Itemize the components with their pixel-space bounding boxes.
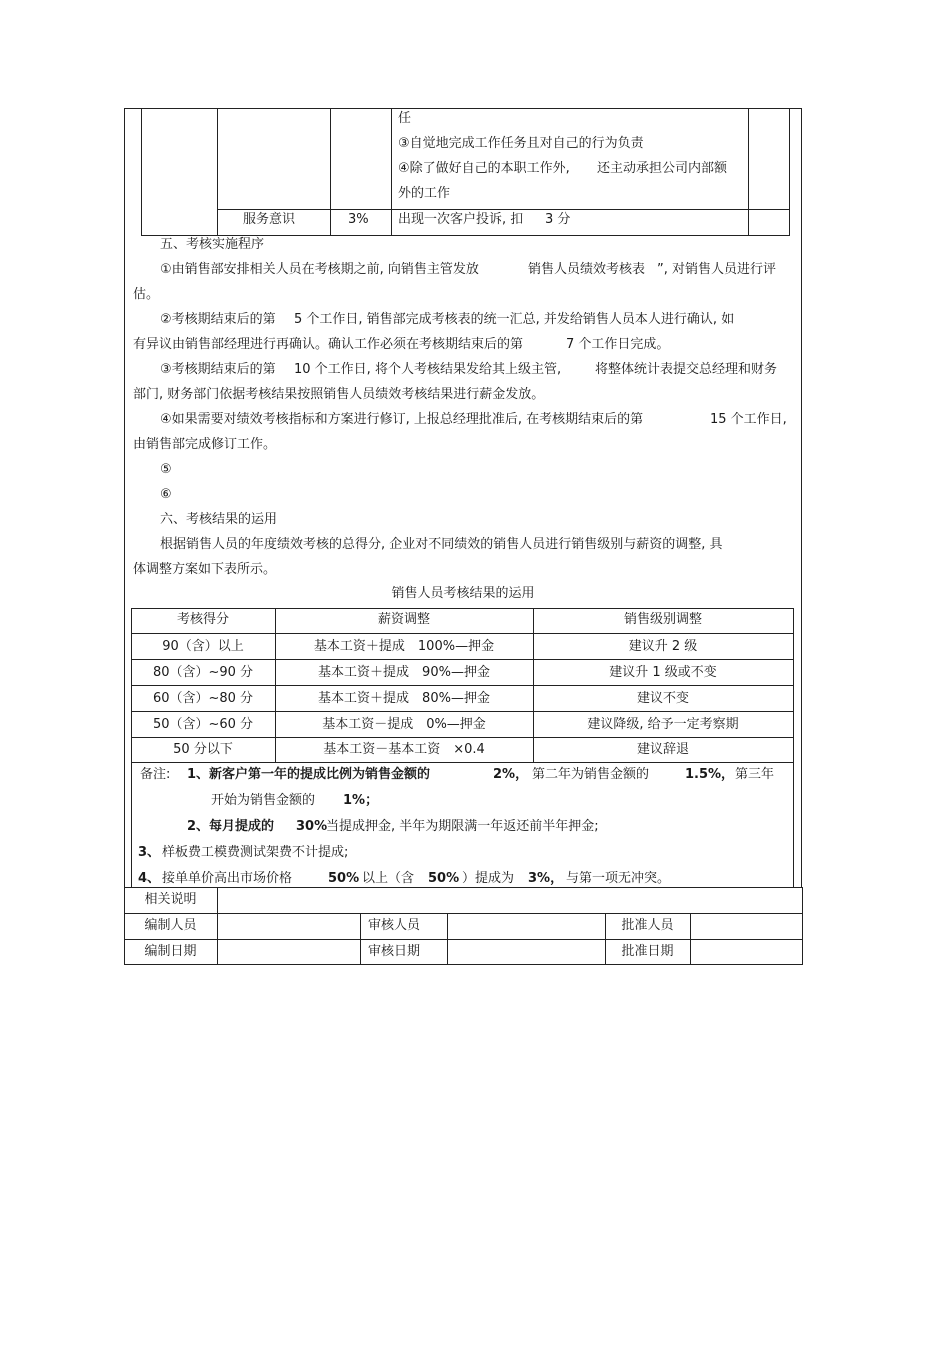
s5-p4a: ④如果需要对绩效考核指标和方案进行修订, 上报总经理批准后, 在考核期结束后的第 [160,412,644,427]
rt-cell-level: 建议不变 [636,691,689,706]
s5-p2c: 有异议由销售部经理进行再确认。确认工作必须在考核期结束后的第 [133,337,524,352]
s5-p3d: 部门, 财务部门依据考核结果按照销售人员绩效考核结果进行薪金发放。 [133,387,545,402]
rt-cell-salary: 基本工资＋提成 80%—押金 [318,691,490,706]
s5-p3a: ③考核期结束后的第 [160,362,276,377]
rt-h3 [131,685,794,686]
s5-p5: ⑤ [160,462,172,477]
cont-line-2: ③自觉地完成工作任务且对自己的行为负责 [398,136,644,151]
s6-p1b: 体调整方案如下表所示。 [133,562,277,577]
s5-p6: ⑥ [160,487,172,502]
rt-header-level: 销售级别调整 [623,612,702,627]
note2-c: 当提成押金, 半年为期限满一年返还前半年押金; [326,819,599,834]
rt-cell-salary: 基本工资－提成 0%—押金 [322,717,486,732]
ft-v3 [447,913,448,965]
top-table-col-3 [330,108,331,236]
note3-b: 样板费工模费测试架费不计提成; [162,845,349,860]
note4-b: 接单单价高出市场价格 [162,871,293,886]
ft-h2 [124,939,802,940]
top-table-col-1 [141,108,142,236]
rt-cell-level: 建议降级, 给予一定考察期 [587,717,739,732]
note3-a: 3、 [138,845,161,860]
service-rule-a: 出现一次客户投诉, 扣 [398,212,524,227]
top-table-col-6 [789,108,790,236]
s5-p4b: 15 个工作日, [710,412,787,427]
note1-a: 1、新客户第一年的提成比例为销售金额的 [187,767,431,782]
s5-p4c: 由销售部完成修订工作。 [133,437,277,452]
top-table-row-divider [217,209,790,210]
rt-cell-salary: 基本工资＋提成 90%—押金 [318,665,490,680]
rt-cell-score: 60（含）~80 分 [152,691,254,706]
s5-p2a: ②考核期结束后的第 [160,312,276,327]
top-table-col-4 [391,108,392,236]
rt-cell-level: 建议升 2 级 [628,639,698,654]
note4-h: 与第一项无冲突。 [566,871,671,886]
footer-reviewer-label: 审核人员 [367,918,420,933]
top-table-col-5 [748,108,749,236]
rt-cell-score: 90（含）以上 [162,639,244,654]
s5-p3b: 10 个工作日, 将个人考核结果发给其上级主管, [294,362,562,377]
section5-title: 五、考核实施程序 [160,237,265,252]
s5-p1a: ①由销售部安排相关人员在考核期之前, 向销售主管发放 [160,262,479,277]
note1-f: 开始为销售金额的 [211,793,316,808]
cont-line-3a: ④除了做好自己的本职工作外, [398,161,570,176]
service-item: 服务意识 [243,212,296,227]
rt-h4 [131,711,794,712]
note1-c: 第二年为销售金额的 [532,767,650,782]
note4-f: ）提成为 [462,871,515,886]
notes-label: 备注: [140,767,171,782]
note1-b: 2%， [493,767,529,782]
note4-e: 50% [428,871,460,886]
note1-d: 1.5%， [685,767,735,782]
service-weight: 3% [348,212,369,227]
s5-p1c: ”, 对销售人员进行评 [657,262,776,277]
note2-b: 30% [296,819,328,834]
rt-h2 [131,659,794,660]
note4-g: 3%， [528,871,564,886]
note4-d: 以上（含 [362,871,415,886]
rt-cell-salary: 基本工资＋提成 100%—押金 [313,639,495,654]
footer-editor-label: 编制人员 [144,918,197,933]
top-table-border-top [124,108,802,109]
rt-v2 [533,608,534,763]
footer-related-label: 相关说明 [144,892,197,907]
footer-edit-date-label: 编制日期 [144,944,197,959]
rt-h5 [131,737,794,738]
notes-right [793,762,794,887]
note4-c: 50% [328,871,360,886]
ft-h1 [124,913,802,914]
rt-h6 [131,762,794,763]
rt-v3 [793,608,794,763]
section6-title: 六、考核结果的运用 [160,512,278,527]
s5-p2b: 5 个工作日, 销售部完成考核表的统一汇总, 并发给销售人员本人进行确认, 如 [294,312,735,327]
rt-header-salary: 薪资调整 [377,612,430,627]
cont-line-3b: 还主动承担公司内部额 [597,161,728,176]
s5-p1b: 销售人员绩效考核表 [528,262,646,277]
rt-v1 [275,608,276,763]
ft-h3 [124,964,803,965]
rt-cell-score: 50（含）~60 分 [152,717,254,732]
result-table-caption: 销售人员考核结果的运用 [391,586,535,601]
footer-approver-label: 批准人员 [621,918,674,933]
s5-p3c: 将整体统计表提交总经理和财务 [595,362,778,377]
note4-a: 4、 [138,871,161,886]
ft-v1 [217,887,218,965]
rt-cell-score: 50 分以下 [173,742,233,757]
top-table-border-bottom [141,235,790,236]
ft-right [802,887,803,965]
s5-p1d: 估。 [133,287,160,302]
rt-cell-salary: 基本工资－基本工资 ×0.4 [323,742,485,757]
note1-g: 1%； [343,793,379,808]
rt-header-score: 考核得分 [176,612,229,627]
note2-a: 2、每月提成的 [187,819,275,834]
rt-h0 [131,608,794,609]
footer-approve-date-label: 批准日期 [621,944,674,959]
top-table-col-2 [217,108,218,236]
s5-p2d: 7 个工作日完成。 [566,337,670,352]
rt-cell-score: 80（含）~90 分 [152,665,254,680]
service-rule-b: 3 分 [545,212,571,227]
s6-p1a: 根据销售人员的年度绩效考核的总得分, 企业对不同绩效的销售人员进行销售级别与薪资的调整, 具 [160,537,723,552]
notes-left [131,762,132,887]
rt-cell-level: 建议升 1 级或不变 [609,665,717,680]
note1-e: 第三年 [735,767,775,782]
rt-v0 [131,608,132,763]
cont-line-4: 外的工作 [398,186,451,201]
ft-v5 [690,913,691,965]
rt-cell-level: 建议辞退 [636,742,689,757]
footer-review-date-label: 审核日期 [367,944,420,959]
ft-h0 [124,887,802,888]
rt-h1 [131,633,794,634]
cont-line-1: 任 [398,111,412,126]
